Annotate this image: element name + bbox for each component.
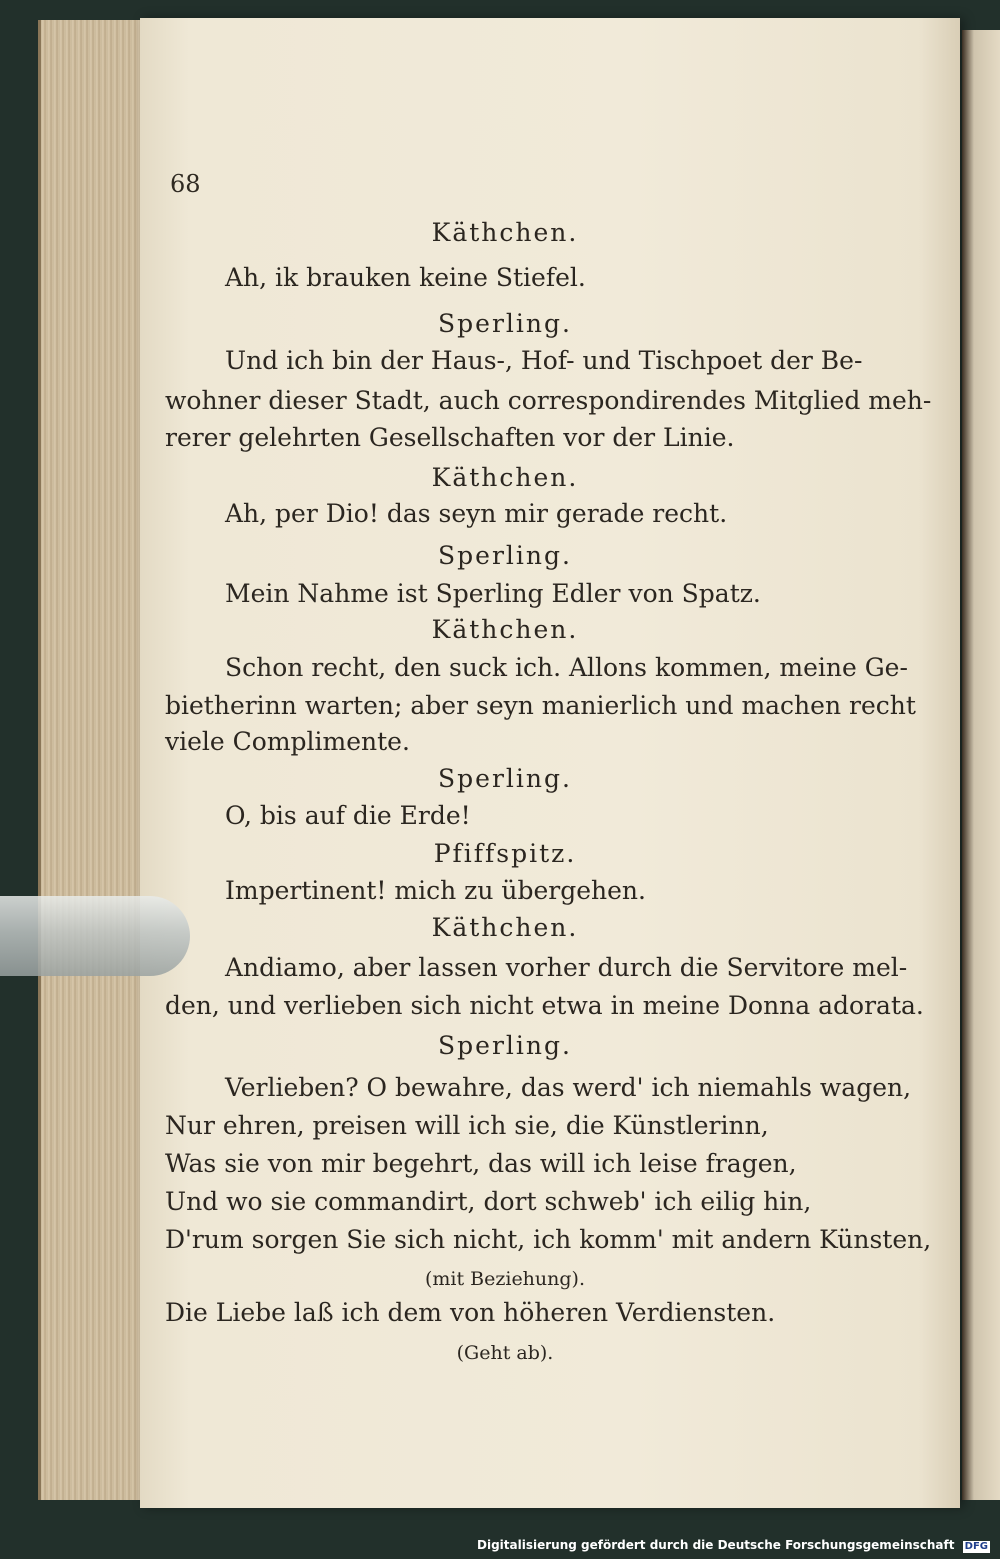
speaker-name: Käthchen. (431, 913, 579, 942)
verse-line: Was sie von mir begehrt, das will ich leise fragen, (165, 1149, 797, 1178)
speech-line: Ah, ik brauken keine Stiefel. (225, 263, 586, 292)
speech-line: wohner dieser Stadt, auch correspondirendes Mitglied meh- (165, 386, 932, 415)
digitization-credit (477, 1538, 990, 1553)
book-page-edges (38, 20, 151, 1500)
verse-line: Verlieben? O bewahre, das werd' ich niemahls wagen, (225, 1073, 912, 1102)
credit-text: Digitalisierung gefördert durch die Deutsche Forschungsgemeinschaft (477, 1538, 955, 1552)
speaker-name: Pfiffspitz. (433, 839, 577, 868)
speaker-name: Käthchen. (431, 218, 579, 247)
dfg-logo-icon: DFG (964, 1541, 988, 1552)
verse-line: D'rum sorgen Sie sich nicht, ich komm' mit andern Künsten, (165, 1225, 932, 1254)
speaker-name: Sperling. (438, 309, 572, 338)
speech-line: bietherinn warten; aber seyn manierlich und machen recht (165, 691, 916, 720)
speech-line: viele Complimente. (165, 727, 410, 756)
speaker-name: Käthchen. (431, 615, 579, 644)
verse-line: Nur ehren, preisen will ich sie, die Künstlerinn, (165, 1111, 769, 1140)
verse-line: Und wo sie commandirt, dort schweb' ich eilig hin, (165, 1187, 812, 1216)
stage-direction: (Geht ab). (456, 1342, 554, 1364)
stage-direction: (mit Beziehung). (424, 1268, 586, 1290)
speaker-name: Käthchen. (431, 463, 579, 492)
speech-line: Mein Nahme ist Sperling Edler von Spatz. (225, 579, 761, 608)
facing-page-edge (962, 30, 1000, 1500)
speech-line: rerer gelehrten Gesellschaften vor der Linie. (165, 423, 735, 452)
speaker-name: Sperling. (438, 1031, 572, 1060)
speech-line: Und ich bin der Haus-, Hof- und Tischpoet der Be- (225, 346, 863, 375)
speech-line: Schon recht, den suck ich. Allons kommen, meine Ge- (225, 653, 908, 682)
speech-line: Impertinent! mich zu übergehen. (225, 876, 646, 905)
speech-line: den, und verlieben sich nicht etwa in meine Donna adorata. (165, 991, 924, 1020)
speaker-name: Sperling. (438, 541, 572, 570)
speech-line: O, bis auf die Erde! (225, 801, 471, 830)
speaker-name: Sperling. (438, 764, 572, 793)
speech-line: Ah, per Dio! das seyn mir gerade recht. (225, 499, 728, 528)
verse-line: Die Liebe laß ich dem von höheren Verdiensten. (165, 1298, 776, 1327)
speech-line: Andiamo, aber lassen vorher durch die Servitore mel- (225, 953, 908, 982)
page-holder-clip (0, 896, 190, 976)
page-number: 68 (170, 170, 201, 198)
